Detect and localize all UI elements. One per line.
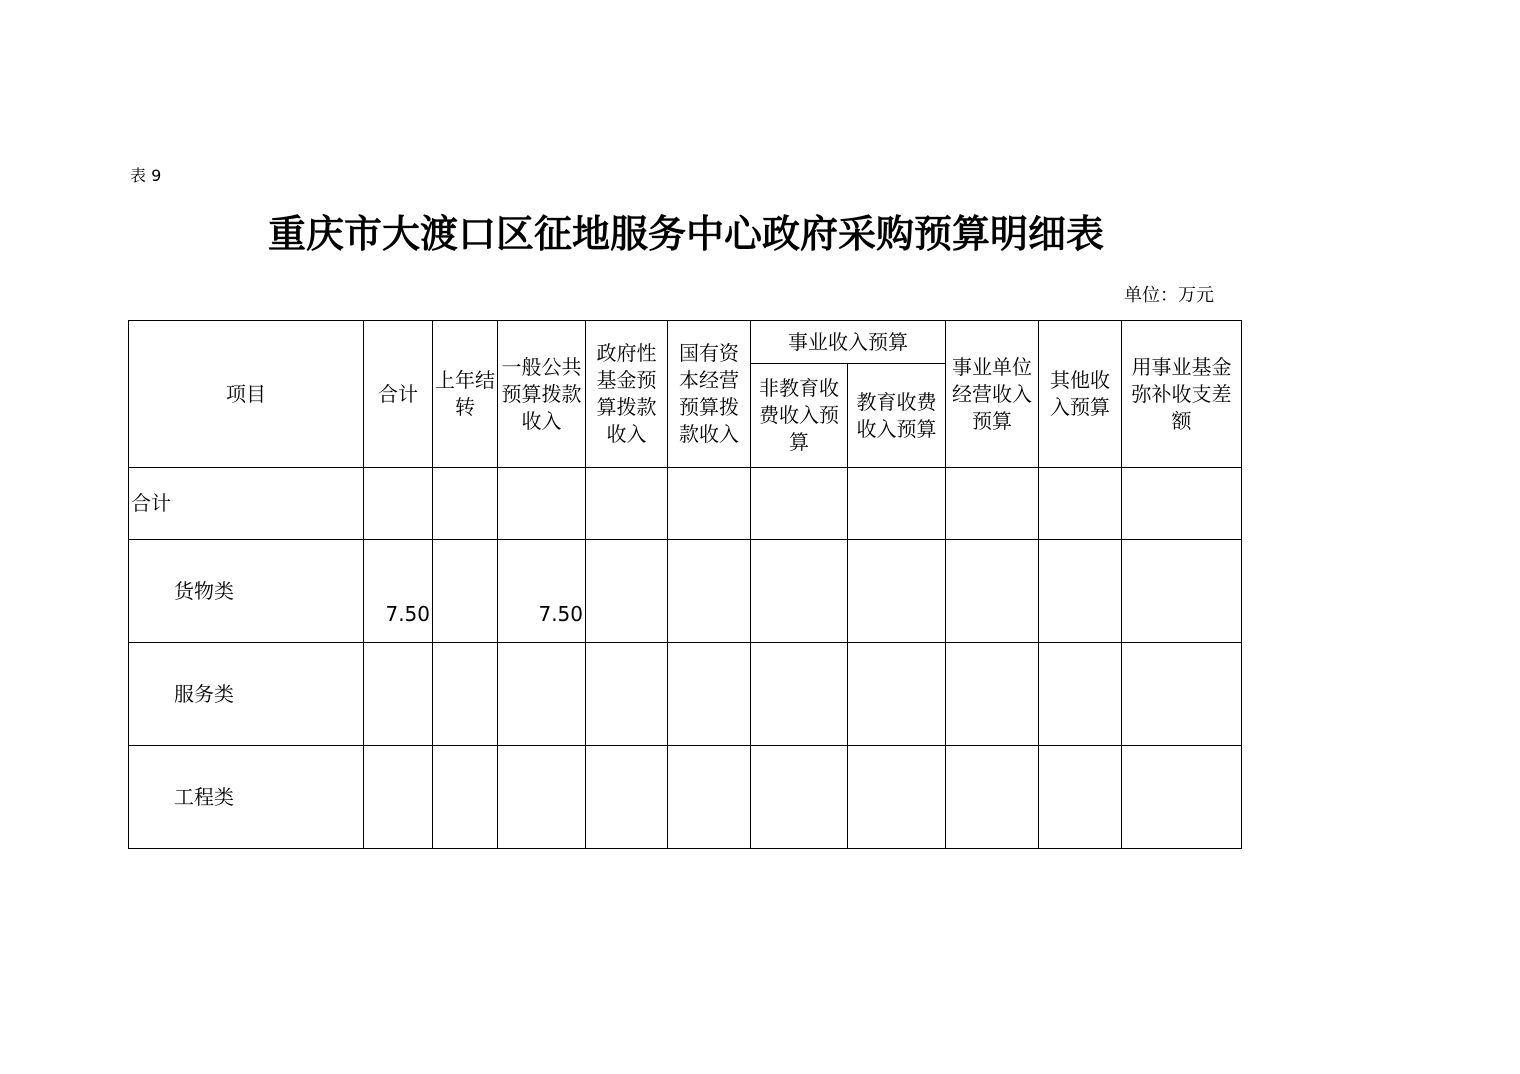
row-label: 货物类 — [129, 540, 364, 643]
header-total: 合计 — [364, 321, 433, 468]
header-prev-year: 上年结转 — [433, 321, 498, 468]
header-gov-fund: 政府性基金预算拨款收入 — [586, 321, 668, 468]
cell-other-income — [1039, 643, 1122, 746]
table-row-engineering — [129, 746, 1242, 849]
procurement-budget-table — [128, 320, 1242, 849]
cell-general-public — [498, 746, 586, 849]
cell-prev-year — [433, 746, 498, 849]
cell-unit-operating — [946, 540, 1039, 643]
cell-fund-offset — [1122, 468, 1242, 540]
cell-fund-offset — [1122, 746, 1242, 849]
cell-fund-offset — [1122, 540, 1242, 643]
cell-state-capital — [668, 468, 751, 540]
cell-non-edu-fee — [751, 746, 848, 849]
table-number: 表 9 — [130, 166, 162, 185]
header-non-edu-fee: 非教育收费收入预算 — [751, 364, 848, 468]
table-row-services — [129, 643, 1242, 746]
cell-total — [364, 643, 433, 746]
cell-general-public — [498, 643, 586, 746]
cell-prev-year — [433, 540, 498, 643]
cell-general-public: 7.50 — [498, 540, 586, 643]
cell-total — [364, 746, 433, 849]
row-label: 合计 — [129, 468, 364, 540]
header-state-capital: 国有资本经营预算拨款收入 — [668, 321, 751, 468]
cell-other-income — [1039, 746, 1122, 849]
cell-other-income — [1039, 468, 1122, 540]
cell-edu-fee — [848, 468, 946, 540]
header-fund-offset: 用事业基金弥补收支差额 — [1122, 321, 1242, 468]
row-label: 服务类 — [129, 643, 364, 746]
cell-state-capital — [668, 540, 751, 643]
cell-state-capital — [668, 643, 751, 746]
cell-gov-fund — [586, 643, 668, 746]
cell-general-public — [498, 468, 586, 540]
cell-state-capital — [668, 746, 751, 849]
cell-non-edu-fee — [751, 468, 848, 540]
cell-gov-fund — [586, 540, 668, 643]
cell-gov-fund — [586, 746, 668, 849]
cell-total: 7.50 — [364, 540, 433, 643]
cell-total — [364, 468, 433, 540]
table-row-goods — [129, 540, 1242, 643]
page-title: 重庆市大渡口区征地服务中心政府采购预算明细表 — [267, 212, 1104, 256]
cell-gov-fund — [586, 468, 668, 540]
cell-prev-year — [433, 468, 498, 540]
cell-non-edu-fee — [751, 540, 848, 643]
header-career-income: 事业收入预算 — [751, 321, 946, 364]
cell-unit-operating — [946, 643, 1039, 746]
table-row-total — [129, 468, 1242, 540]
cell-edu-fee — [848, 643, 946, 746]
header-item: 项目 — [129, 321, 364, 468]
cell-fund-offset — [1122, 643, 1242, 746]
header-edu-fee: 教育收费收入预算 — [848, 364, 946, 468]
cell-prev-year — [433, 643, 498, 746]
header-row-1 — [129, 321, 1242, 364]
header-unit-operating: 事业单位经营收入预算 — [946, 321, 1039, 468]
cell-non-edu-fee — [751, 643, 848, 746]
row-label: 工程类 — [129, 746, 364, 849]
cell-edu-fee — [848, 540, 946, 643]
cell-unit-operating — [946, 468, 1039, 540]
cell-unit-operating — [946, 746, 1039, 849]
cell-edu-fee — [848, 746, 946, 849]
cell-other-income — [1039, 540, 1122, 643]
header-general-public: 一般公共预算拨款收入 — [498, 321, 586, 468]
header-other-income: 其他收入预算 — [1039, 321, 1122, 468]
unit-label: 单位：万元 — [1124, 285, 1214, 306]
